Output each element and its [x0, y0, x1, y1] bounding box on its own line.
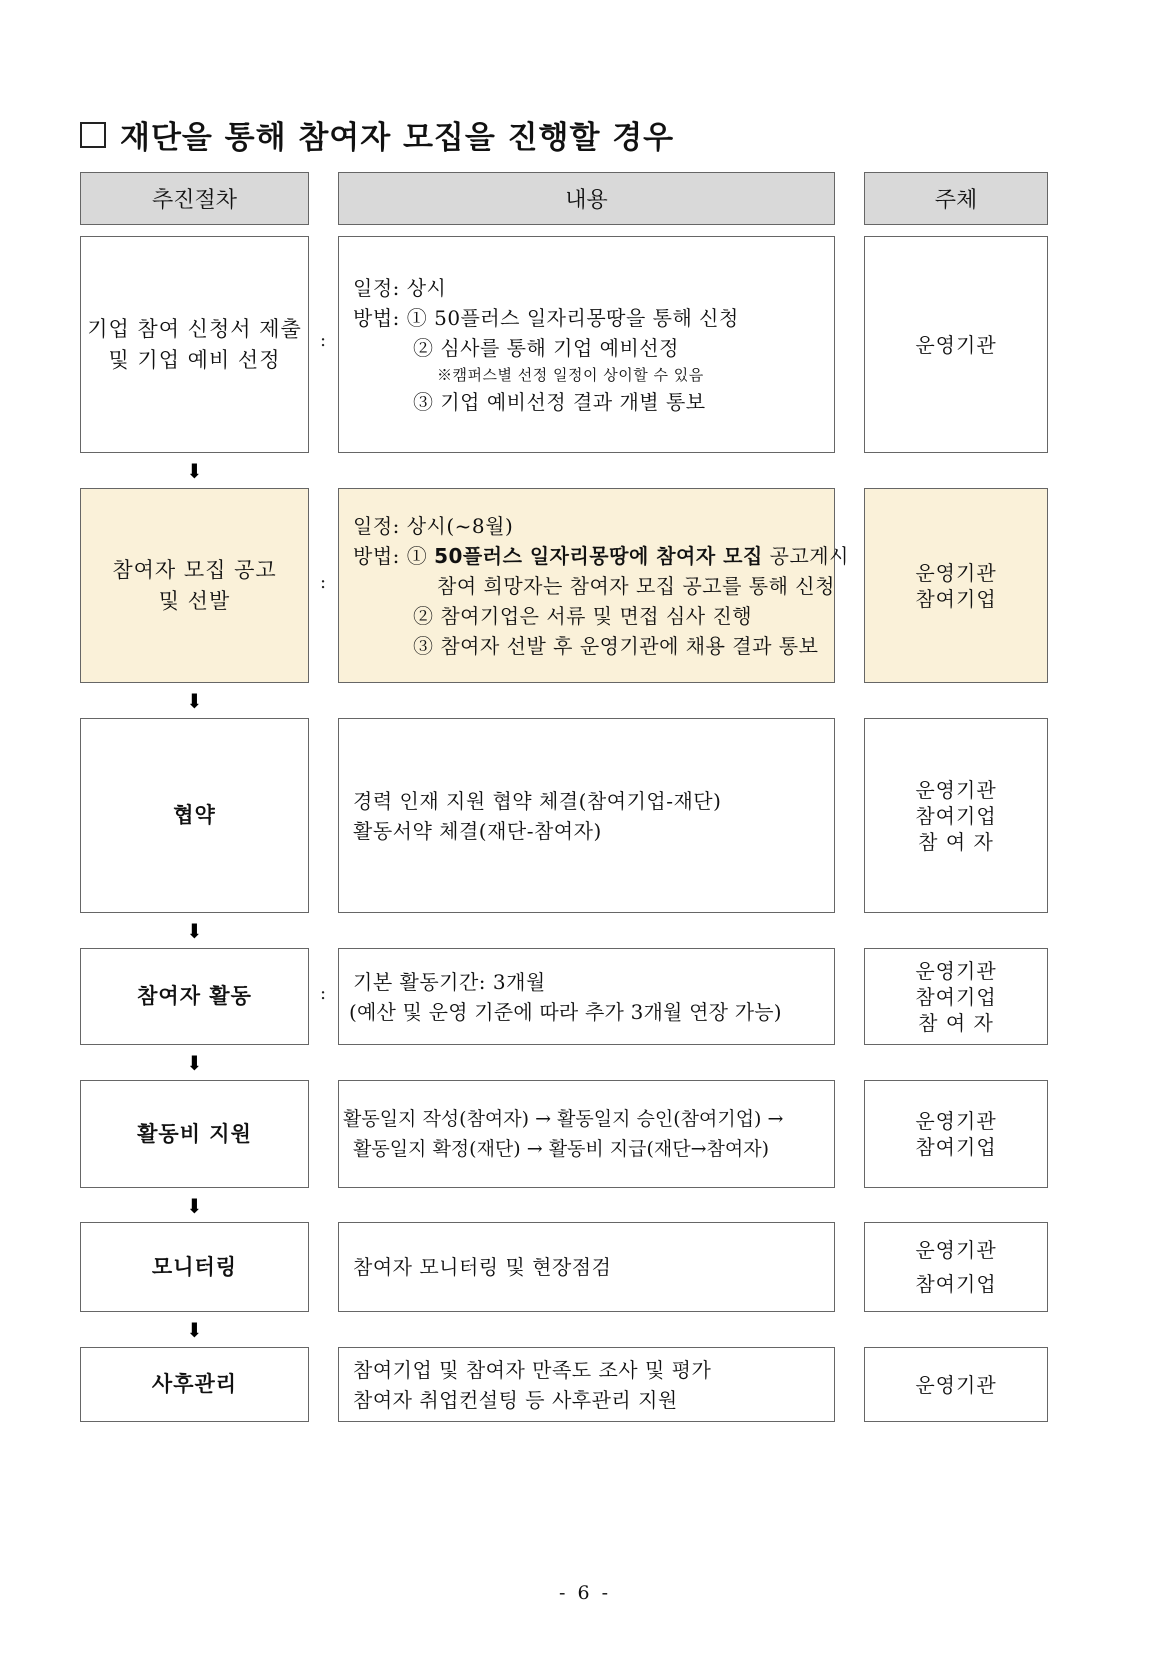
step-2-process-line: 및 선발: [158, 588, 231, 613]
step-4-line-2: (예산 및 운영 기준에 따라 추가 3개월 연장 가능): [349, 999, 782, 1024]
step-5-process: [80, 1080, 309, 1188]
actor-label: 운영기관: [915, 1109, 997, 1133]
step-1-content: [338, 236, 835, 453]
arrow-down-icon: ⬇: [186, 919, 203, 943]
step-1-method-3: ③ 기업 예비선정 결과 개별 통보: [413, 389, 706, 414]
actor-label: 참여기업: [915, 1272, 997, 1296]
actor-label: 운영기관: [915, 332, 997, 357]
step-2-method-1-bold: 50플러스 일자리몽땅에 참여자 모집: [434, 543, 763, 568]
actor-label: 운영기관: [915, 958, 997, 983]
step-3-line-1: 경력 인재 지원 협약 체결(참여기업-재단): [353, 788, 722, 813]
step-1-process-line: 기업 참여 신청서 제출: [87, 316, 302, 341]
step-2-method-1-cont: 참여 희망자는 참여자 모집 공고를 통해 신청: [437, 573, 835, 598]
page-title: [80, 112, 674, 157]
step-7-line-1: 참여기업 및 참여자 만족도 조사 및 평가: [353, 1357, 712, 1382]
actor-label: 참여기업: [915, 984, 997, 1009]
separator-colon: :: [320, 330, 327, 351]
arrow-down-icon: ⬇: [186, 1194, 203, 1218]
step-5-process-line: 활동비 지원: [137, 1121, 252, 1146]
step-3-content: [338, 718, 835, 913]
step-2-schedule: 일정: 상시(~8월): [353, 513, 514, 538]
page-number: - 6 -: [558, 1582, 611, 1604]
step-2-method-3: ③ 참여자 선발 후 운영기관에 채용 결과 통보: [413, 633, 819, 658]
actor-label: 참 여 자: [918, 1010, 994, 1035]
actor-label: 참여기업: [915, 1135, 997, 1159]
step-2-actors: [864, 488, 1048, 683]
actor-label: 운영기관: [915, 1238, 997, 1262]
step-7-line-2: 참여자 취업컨설팅 등 사후관리 지원: [353, 1387, 678, 1412]
arrow-down-icon: ⬇: [186, 689, 203, 713]
step-2-process-line: 참여자 모집 공고: [112, 557, 277, 582]
step-4-process-line: 참여자 활동: [137, 984, 252, 1008]
step-1-method-2: ② 심사를 통해 기업 예비선정: [413, 335, 679, 360]
step-2-method-1-prefix: 방법: ①: [353, 543, 435, 568]
step-6-line-1: 참여자 모니터링 및 현장점검: [353, 1255, 612, 1279]
step-2-content: [338, 488, 849, 683]
actor-label: 참 여 자: [918, 829, 994, 854]
step-1-process: [80, 236, 309, 453]
step-7-content: [338, 1347, 835, 1422]
step-7-process-line: 사후관리: [151, 1372, 238, 1396]
actor-label: 운영기관: [915, 777, 997, 802]
step-6-content: [338, 1222, 835, 1312]
step-1-schedule: 일정: 상시: [353, 275, 447, 300]
arrow-down-icon: ⬇: [186, 1318, 203, 1342]
actor-label: 참여기업: [915, 803, 997, 828]
header-process: 추진절차: [80, 172, 309, 225]
page-title-text: 재단을 통해 참여자 모집을 진행할 경우: [120, 120, 675, 156]
header-actor: 주체: [864, 172, 1048, 225]
actor-label: 참여기업: [915, 586, 997, 611]
step-3-line-2: 활동서약 체결(재단-참여자): [353, 818, 602, 843]
step-6-process: [80, 1222, 309, 1312]
step-2-method-1-suffix: 공고게시: [762, 543, 849, 568]
step-3-actors: [864, 718, 1048, 913]
step-6-actors: [864, 1222, 1048, 1312]
step-4-line-1: 기본 활동기간: 3개월: [353, 969, 546, 994]
step-5-actors: [864, 1080, 1048, 1188]
step-7-process: [80, 1347, 309, 1422]
separator-colon: :: [320, 572, 327, 593]
arrow-down-icon: ⬇: [186, 1051, 203, 1075]
step-6-process-line: 모니터링: [151, 1254, 238, 1279]
step-5-line-2: 활동일지 확정(재단) → 활동비 지급(재단→참여자): [353, 1138, 770, 1160]
step-1-note: ※캠퍼스별 선정 일정이 상이할 수 있음: [437, 365, 704, 384]
step-1-actors: [864, 236, 1048, 453]
step-2-method-2: ② 참여기업은 서류 및 면접 심사 진행: [413, 603, 753, 628]
arrow-down-icon: ⬇: [186, 459, 203, 483]
step-7-actors: [864, 1347, 1048, 1422]
step-3-process: [80, 718, 309, 913]
step-5-line-1: 활동일지 작성(참여자) → 활동일지 승인(참여기업) →: [343, 1108, 784, 1130]
step-2-method-1: [353, 541, 849, 571]
actor-label: 운영기관: [915, 560, 997, 585]
step-2-process: [80, 488, 309, 683]
step-4-process: [80, 948, 309, 1045]
separator-colon: :: [320, 983, 327, 1004]
step-4-actors: [864, 948, 1048, 1045]
step-5-content: [338, 1080, 835, 1188]
step-1-process-line: 및 기업 예비 선정: [108, 347, 281, 372]
header-content: 내용: [338, 172, 835, 225]
checkbox-square-icon: [80, 122, 106, 148]
step-3-process-line: 협약: [173, 803, 216, 827]
step-4-content: [338, 948, 835, 1045]
actor-label: 운영기관: [915, 1372, 997, 1397]
step-1-method-1: 방법: ① 50플러스 일자리몽땅을 통해 신청: [353, 305, 739, 330]
